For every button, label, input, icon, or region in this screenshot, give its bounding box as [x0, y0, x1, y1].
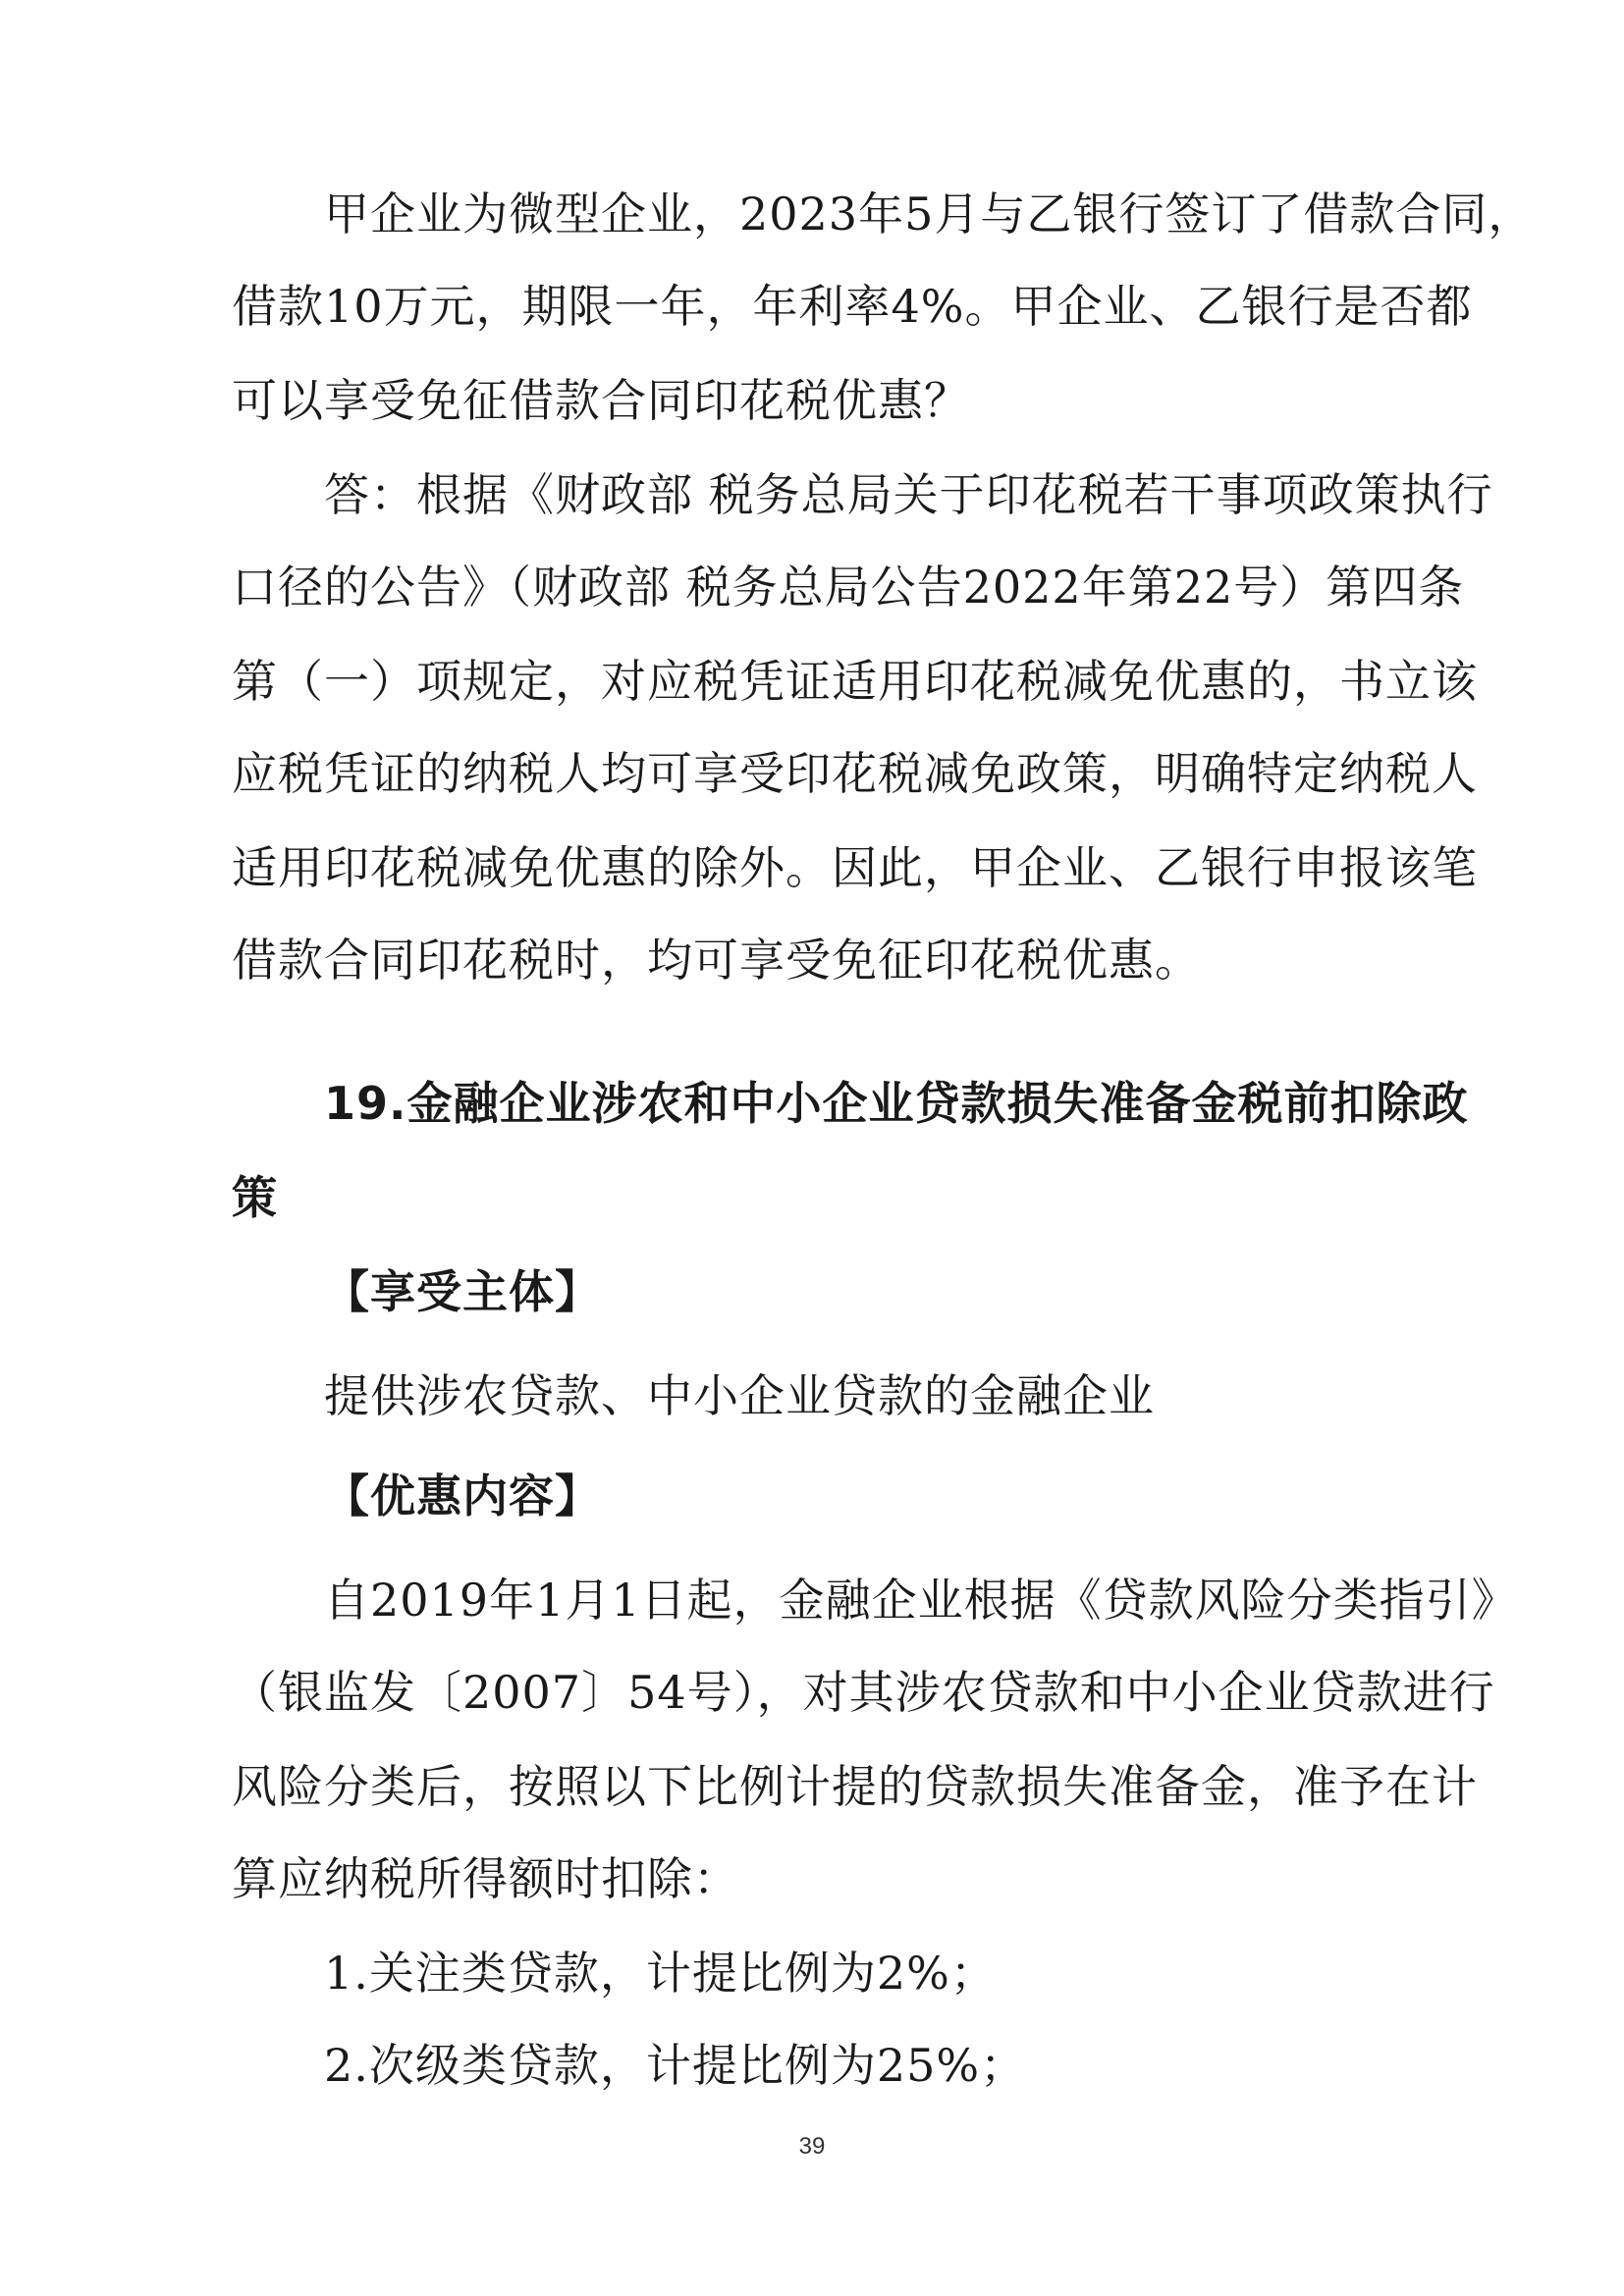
section-title-line-1: 19.金融企业涉农和中小企业贷款损失准备金税前扣除政 — [324, 1077, 1469, 1130]
subject-text: 提供涉农贷款、中小企业贷款的金融企业 — [324, 1369, 1155, 1422]
example-question-line-1: 甲企业为微型企业，2023年5月与乙银行签订了借款合同， — [324, 187, 1535, 240]
content-line-3: 风险分类后，按照以下比例计提的贷款损失准备金，准予在计 — [232, 1760, 1478, 1813]
list-item-2: 2.次级类贷款，计提比例为25%； — [324, 2039, 1027, 2092]
section-title-line-2: 策 — [232, 1171, 278, 1224]
example-answer-line-2: 口径的公告》（财政部 税务总局公告2022年第22号）第四条 — [232, 561, 1465, 614]
list-item-1: 1.关注类贷款，计提比例为2%； — [324, 1947, 997, 2000]
example-answer-line-3: 第（一）项规定，对应税凭证适用印花税减免优惠的，书立该 — [232, 655, 1478, 708]
example-answer-line-5: 适用印花税减免优惠的除外。因此，甲企业、乙银行申报该笔 — [232, 841, 1478, 894]
content-line-1: 自2019年1月1日起，金融企业根据《贷款风险分类指引》 — [324, 1574, 1518, 1627]
page-number: 39 — [798, 2133, 826, 2160]
example-question-line-3: 可以享受免征借款合同印花税优惠？ — [232, 374, 970, 427]
example-question-line-2: 借款10万元，期限一年，年利率4%。甲企业、乙银行是否都 — [232, 280, 1473, 333]
content-heading: 【优惠内容】 — [324, 1469, 601, 1522]
content-line-2: （银监发〔2007〕54号），对其涉农贷款和中小企业贷款进行 — [232, 1666, 1495, 1719]
example-answer-line-1: 答：根据《财政部 税务总局关于印花税若干事项政策执行 — [324, 468, 1493, 521]
example-answer-line-6: 借款合同印花税时，均可享受免征印花税优惠。 — [232, 934, 1201, 987]
content-line-4: 算应纳税所得额时扣除： — [232, 1852, 739, 1905]
subject-heading: 【享受主体】 — [324, 1265, 601, 1318]
example-answer-line-4: 应税凭证的纳税人均可享受印花税减免政策，明确特定纳税人 — [232, 747, 1478, 800]
